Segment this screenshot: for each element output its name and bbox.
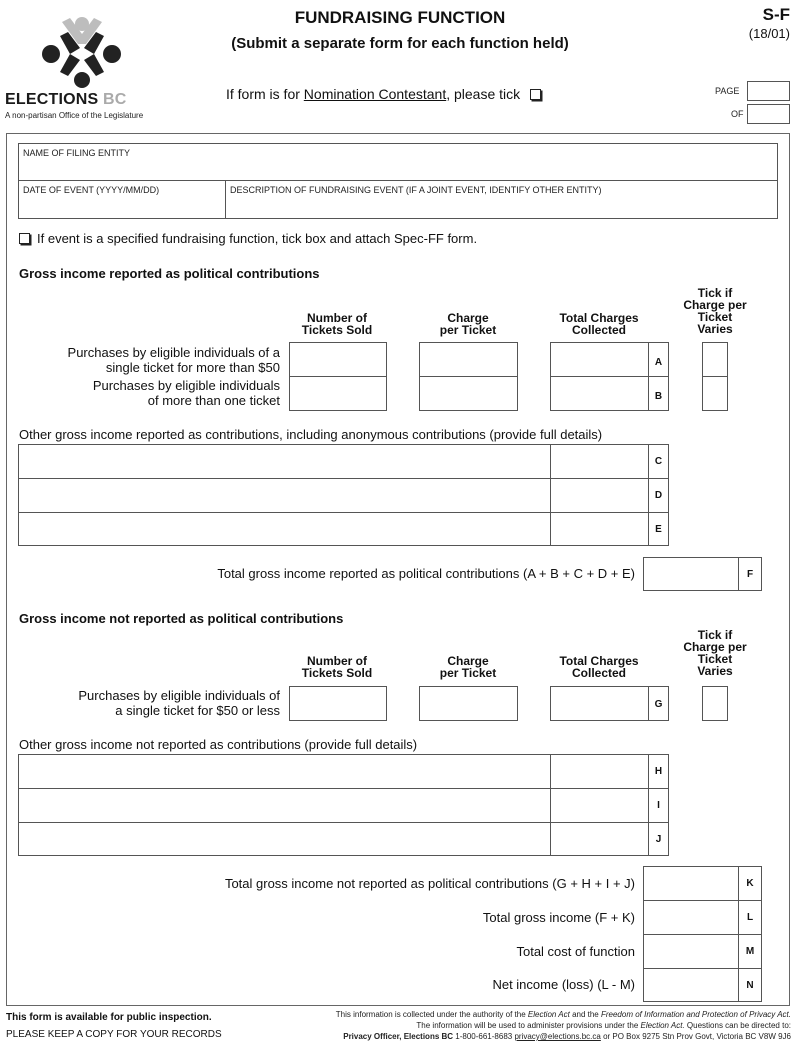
other-reported-heading: Other gross income reported as contributions, including anonymous contributions (provide full details) (19, 427, 603, 442)
page-total-field[interactable] (747, 104, 790, 124)
row-i-details-field[interactable] (18, 788, 551, 823)
total-n-field[interactable] (643, 968, 739, 1002)
row-a-total-field[interactable] (550, 342, 649, 377)
row-a-letter: A (648, 342, 669, 377)
row-g-total-field[interactable] (550, 686, 649, 721)
row-d-amount-field[interactable] (550, 478, 649, 513)
row-b-tickets-field[interactable] (289, 376, 387, 411)
col2-header-tickets-sold: Number of Tickets Sold (301, 654, 373, 680)
spec-ff-text: If event is a specified fundraising function, tick box and attach Spec-FF form. (37, 231, 478, 246)
privacy-line-2: The information will be used to administer provisions under the Election Act. Questions can be directed to: (416, 1021, 791, 1030)
col2-header-total-collected: Total Charges Collected (559, 654, 639, 680)
row-c-letter: C (648, 444, 669, 479)
page-number-field[interactable] (747, 81, 790, 101)
row-c-amount-field[interactable] (550, 444, 649, 479)
row-j-details-field[interactable] (18, 822, 551, 856)
privacy-line-1: This information is collected under the authority of the Election Act and the Freedom of Information and Protection of Privacy Act. (335, 1010, 791, 1019)
privacy-address: or PO Box 9275 Stn Prov Govt, Victoria BC V8W 9J6 (600, 1032, 791, 1041)
privacy-phone: 1-800-661-8683 (453, 1032, 515, 1041)
col-header-tick-varies: Tick if Charge per Ticket Varies (683, 286, 747, 336)
row-g-charge-field[interactable] (419, 686, 518, 721)
spec-ff-checkbox[interactable] (19, 233, 30, 244)
total-k-label: Total gross income not reported as political contributions (G + H + I + J) (224, 876, 635, 891)
row-c-details-field[interactable] (18, 444, 551, 479)
row-j-amount-field[interactable] (550, 822, 649, 856)
row-g-label: Purchases by eligible individuals of a single ticket for $50 or less (78, 688, 280, 718)
row-a-charge-field[interactable] (419, 342, 518, 377)
total-m-field[interactable] (643, 934, 739, 969)
row-b-label: Purchases by eligible individuals of more than one ticket (92, 378, 280, 408)
row-h-details-field[interactable] (18, 754, 551, 789)
total-n-label: Net income (loss) (L - M) (492, 977, 635, 992)
logo-brand-suffix: BC (103, 91, 127, 108)
row-e-amount-field[interactable] (550, 512, 649, 546)
row-d-letter: D (648, 478, 669, 513)
total-f-field[interactable] (643, 557, 739, 591)
row-b-total-field[interactable] (550, 376, 649, 411)
row-h-amount-field[interactable] (550, 754, 649, 789)
logo-tagline: A non-partisan Office of the Legislature (5, 111, 144, 120)
row-g-varies-checkbox[interactable] (702, 686, 728, 721)
row-i-letter: I (648, 788, 669, 823)
row-a-varies-checkbox[interactable] (702, 342, 728, 377)
privacy-email-link[interactable]: privacy@elections.bc.ca (514, 1032, 601, 1041)
total-k-field[interactable] (643, 866, 739, 901)
total-k-letter: K (738, 866, 762, 901)
row-a-tickets-field[interactable] (289, 342, 387, 377)
total-l-letter: L (738, 900, 762, 935)
privacy-line-3 (291, 1031, 791, 1042)
col-header-total-collected: Total Charges Collected (559, 311, 639, 337)
total-n-letter: N (738, 968, 762, 1002)
event-date-cell[interactable] (18, 181, 226, 219)
col-header-charge-per-ticket: Charge per Ticket (439, 311, 497, 337)
nomination-contestant-text: Nomination Contestant (303, 86, 447, 102)
privacy-officer: Privacy Officer, Elections BC (343, 1032, 454, 1041)
total-m-letter: M (738, 934, 762, 969)
nomination-contestant-line (226, 86, 541, 102)
col2-header-tick-varies: Tick if Charge per Ticket Varies (683, 628, 747, 678)
filing-entity-name-cell[interactable] (18, 143, 778, 181)
col-header-tickets-sold: Number of Tickets Sold (301, 311, 373, 337)
filing-entity-name-label: NAME OF FILING ENTITY (23, 148, 131, 158)
event-date-label: DATE OF EVENT (YYYY/MM/DD) (23, 185, 160, 195)
form-title: FUNDRAISING FUNCTION (294, 8, 506, 27)
row-i-amount-field[interactable] (550, 788, 649, 823)
public-inspection-notice: This form is available for public inspection. (6, 1012, 212, 1023)
elections-bc-logo-icon (4, 8, 164, 90)
nomination-prefix: If form is for (226, 86, 304, 102)
form-code: S-F (762, 5, 790, 24)
nomination-suffix: , please tick (446, 86, 521, 102)
logo-brand-main: ELECTIONS (5, 91, 99, 108)
row-g-tickets-field[interactable] (289, 686, 387, 721)
row-e-details-field[interactable] (18, 512, 551, 546)
row-g-letter: G (648, 686, 669, 721)
row-e-letter: E (648, 512, 669, 546)
elections-bc-logo (4, 8, 164, 123)
nomination-contestant-checkbox[interactable] (530, 89, 541, 100)
row-b-varies-checkbox[interactable] (702, 376, 728, 411)
page-total-input[interactable] (748, 105, 789, 123)
page-label: PAGE (715, 86, 740, 96)
of-label: OF (731, 109, 744, 119)
row-b-letter: B (648, 376, 669, 411)
page-number-input[interactable] (748, 82, 789, 100)
row-j-letter: J (648, 822, 669, 856)
row-b-charge-field[interactable] (419, 376, 518, 411)
keep-copy-notice: PLEASE KEEP A COPY FOR YOUR RECORDS (6, 1029, 222, 1040)
col2-header-charge-per-ticket: Charge per Ticket (439, 654, 497, 680)
total-l-label: Total gross income (F + K) (482, 910, 635, 925)
total-l-field[interactable] (643, 900, 739, 935)
total-f-label: Total gross income reported as political contributions (A + B + C + D + E) (217, 566, 635, 581)
total-m-label: Total cost of function (516, 944, 635, 959)
section-reported-heading: Gross income reported as political contributions (19, 266, 320, 281)
row-d-details-field[interactable] (18, 478, 551, 513)
form-version: (18/01) (748, 26, 790, 41)
total-f-letter: F (738, 557, 762, 591)
form-subtitle: (Submit a separate form for each function held) (231, 35, 569, 52)
section-not-reported-heading: Gross income not reported as political contributions (19, 611, 344, 626)
event-description-cell[interactable] (226, 181, 778, 219)
row-a-label: Purchases by eligible individuals of a single ticket for more than $50 (67, 345, 280, 375)
spec-ff-line (19, 231, 477, 246)
row-h-letter: H (648, 754, 669, 789)
privacy-notice (291, 1009, 791, 1042)
event-description-label: DESCRIPTION OF FUNDRAISING EVENT (IF A JOINT EVENT, IDENTIFY OTHER ENTITY) (230, 185, 602, 195)
other-not-reported-heading: Other gross income not reported as contributions (provide full details) (19, 737, 418, 752)
